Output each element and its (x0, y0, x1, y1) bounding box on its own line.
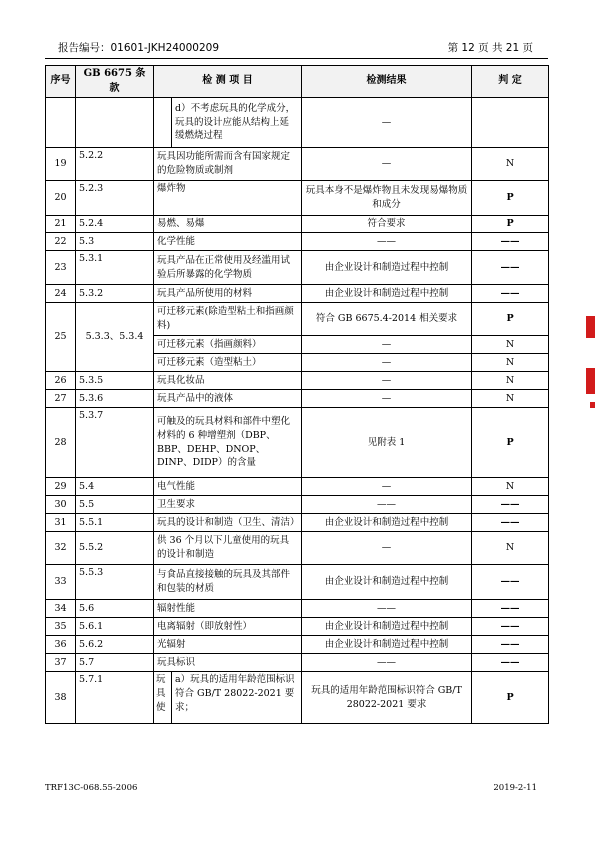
clause-cell: 5.5.2 (76, 532, 154, 565)
clause-cell: 5.6.1 (76, 618, 154, 636)
clause-cell: 5.4 (76, 478, 154, 496)
result-cell: 符合要求 (302, 216, 472, 233)
col-header-clause: GB 6675 条款 (76, 66, 154, 98)
item-cell: 卫生要求 (154, 496, 302, 514)
result-cell: —— (302, 600, 472, 618)
seal-stamp-fragment (590, 402, 595, 408)
no-cell: 21 (46, 216, 76, 233)
verdict-cell: —— (472, 251, 549, 285)
no-cell: 27 (46, 390, 76, 408)
form-code: TRF13C-068.55-2006 (45, 783, 138, 793)
item-cell: 玩具标识 (154, 654, 302, 672)
no-cell: 30 (46, 496, 76, 514)
verdict-cell: —— (472, 600, 549, 618)
result-cell: — (302, 148, 472, 181)
result-cell: — (302, 532, 472, 565)
no-cell: 37 (46, 654, 76, 672)
table-row (46, 216, 549, 233)
table-row (46, 478, 549, 496)
verdict-cell: N (472, 532, 549, 565)
result-cell: 符合 GB 6675.4-2014 相关要求 (302, 303, 472, 336)
verdict-cell: P (472, 408, 549, 478)
clause-cell: 5.3.7 (76, 408, 154, 478)
item-cell: 玩具的设计和制造（卫生、清洁） (154, 514, 302, 532)
col-header-no: 序号 (46, 66, 76, 98)
item-cell: 易燃、易爆 (154, 216, 302, 233)
verdict-cell: N (472, 478, 549, 496)
clause-cell: 5.3 (76, 233, 154, 251)
clause-cell: 5.5.3 (76, 565, 154, 600)
item-cell: 辐射性能 (154, 600, 302, 618)
header-rule (45, 58, 548, 59)
no-cell: 29 (46, 478, 76, 496)
table-row (46, 636, 549, 654)
table-row (46, 514, 549, 532)
table-row (46, 618, 549, 636)
item-side-cell: 玩具使 (154, 672, 172, 724)
result-cell: 见附表 1 (302, 408, 472, 478)
table-row (46, 148, 549, 181)
item-cell: 光辐射 (154, 636, 302, 654)
result-cell: — (302, 478, 472, 496)
result-cell: — (302, 390, 472, 408)
clause-cell: 5.3.2 (76, 285, 154, 303)
item-cell: d）不考虑玩具的化学成分，玩具的设计应能从结构上延缓燃烧过程 (172, 98, 302, 148)
no-cell: 36 (46, 636, 76, 654)
table-row (46, 600, 549, 618)
table-row (46, 285, 549, 303)
verdict-cell: —— (472, 285, 549, 303)
clause-cell: 5.5 (76, 496, 154, 514)
result-cell: — (302, 336, 472, 354)
no-cell: 34 (46, 600, 76, 618)
no-cell: 25 (46, 303, 76, 372)
item-cell: 玩具产品在正常使用及经滥用试验后所暴露的化学物质 (154, 251, 302, 285)
no-cell: 24 (46, 285, 76, 303)
result-cell: — (302, 354, 472, 372)
item-cell: 玩具产品中的液体 (154, 390, 302, 408)
table-row (46, 496, 549, 514)
clause-cell: 5.6 (76, 600, 154, 618)
item-cell: 玩具因功能所需而含有国家规定的危险物质或制剂 (154, 148, 302, 181)
item-cell: 化学性能 (154, 233, 302, 251)
verdict-cell: N (472, 390, 549, 408)
verdict-cell: N (472, 372, 549, 390)
item-cell: 可迁移元素(除造型粘土和指画颜料) (154, 303, 302, 336)
item-cell: 可迁移元素（指画颜料） (154, 336, 302, 354)
no-cell: 26 (46, 372, 76, 390)
col-header-verdict: 判 定 (472, 66, 549, 98)
verdict-cell: P (472, 181, 549, 216)
clause-cell: 5.7.1 (76, 672, 154, 724)
verdict-cell: N (472, 148, 549, 181)
item-cell: a）玩具的适用年龄范围标识符合 GB/T 28022-2021 要求； (172, 672, 302, 724)
item-cell: 电离辐射（即放射性） (154, 618, 302, 636)
clause-cell: 5.2.4 (76, 216, 154, 233)
result-cell: — (302, 98, 472, 148)
form-date: 2019-2-11 (493, 783, 537, 793)
result-cell: 由企业设计和制造过程中控制 (302, 618, 472, 636)
table-row (46, 181, 549, 216)
table-row (46, 372, 549, 390)
result-cell: — (302, 372, 472, 390)
col-header-result: 检测结果 (302, 66, 472, 98)
clause-cell: 5.3.3、5.3.4 (76, 303, 154, 372)
result-cell: 由企业设计和制造过程中控制 (302, 251, 472, 285)
page-indicator: 第 12 页 共 21 页 (447, 42, 533, 54)
clause-cell: 5.7 (76, 654, 154, 672)
clause-cell: 5.3.1 (76, 251, 154, 285)
result-cell: 由企业设计和制造过程中控制 (302, 565, 472, 600)
no-cell: 32 (46, 532, 76, 565)
table-row (46, 233, 549, 251)
result-cell: —— (302, 654, 472, 672)
table-row (46, 98, 549, 148)
no-cell: 28 (46, 408, 76, 478)
col-header-item: 检 测 项 目 (154, 66, 302, 98)
item-cell: 电气性能 (154, 478, 302, 496)
table-row (46, 251, 549, 285)
table-row (46, 532, 549, 565)
no-cell: 20 (46, 181, 76, 216)
clause-cell: 5.3.5 (76, 372, 154, 390)
clause-cell: 5.5.1 (76, 514, 154, 532)
no-cell: 35 (46, 618, 76, 636)
item-cell: 玩具产品所使用的材料 (154, 285, 302, 303)
verdict-cell: —— (472, 654, 549, 672)
test-results-table (45, 65, 549, 724)
no-cell: 31 (46, 514, 76, 532)
verdict-cell: —— (472, 618, 549, 636)
clause-cell: 5.3.6 (76, 390, 154, 408)
no-cell: 23 (46, 251, 76, 285)
report-number: 报告编号：01601-JKH24000209 (58, 42, 220, 54)
result-cell: 由企业设计和制造过程中控制 (302, 514, 472, 532)
result-cell: —— (302, 233, 472, 251)
table-row (46, 303, 549, 336)
item-cell: 可迁移元素（造型粘土） (154, 354, 302, 372)
verdict-cell: N (472, 336, 549, 354)
table-row (46, 390, 549, 408)
verdict-cell: —— (472, 636, 549, 654)
table-row (46, 672, 549, 724)
verdict-cell: —— (472, 514, 549, 532)
verdict-cell: N (472, 354, 549, 372)
verdict-cell: P (472, 303, 549, 336)
clause-cell: 5.2.2 (76, 148, 154, 181)
item-cell: 可触及的玩具材料和部件中塑化材料的 6 种增塑剂（DBP、BBP、DEHP、DNOP、DINP、DIDP）的含量 (154, 408, 302, 478)
item-cell: 爆炸物 (154, 181, 302, 216)
table-header-row (46, 66, 549, 98)
table-row (46, 408, 549, 478)
no-cell: 19 (46, 148, 76, 181)
item-cell: 与食品直接接触的玩具及其部件和包装的材质 (154, 565, 302, 600)
item-cell: 供 36 个月以下儿童使用的玩具的设计和制造 (154, 532, 302, 565)
result-cell: 由企业设计和制造过程中控制 (302, 285, 472, 303)
no-cell: 33 (46, 565, 76, 600)
table-row (46, 565, 549, 600)
seal-stamp-fragment (586, 316, 595, 338)
verdict-cell: —— (472, 233, 549, 251)
item-cell: 玩具化妆品 (154, 372, 302, 390)
clause-cell: 5.2.3 (76, 181, 154, 216)
verdict-cell: —— (472, 496, 549, 514)
seal-stamp-fragment (586, 368, 595, 394)
table-row (46, 654, 549, 672)
result-cell: —— (302, 496, 472, 514)
verdict-cell: P (472, 672, 549, 724)
no-cell: 38 (46, 672, 76, 724)
clause-cell: 5.6.2 (76, 636, 154, 654)
no-cell: 22 (46, 233, 76, 251)
result-cell: 由企业设计和制造过程中控制 (302, 636, 472, 654)
result-cell: 玩具的适用年龄范围标识符合 GB/T 28022-2021 要求 (302, 672, 472, 724)
verdict-cell: P (472, 216, 549, 233)
verdict-cell: —— (472, 565, 549, 600)
result-cell: 玩具本身不是爆炸物且未发现易爆物质和成分 (302, 181, 472, 216)
